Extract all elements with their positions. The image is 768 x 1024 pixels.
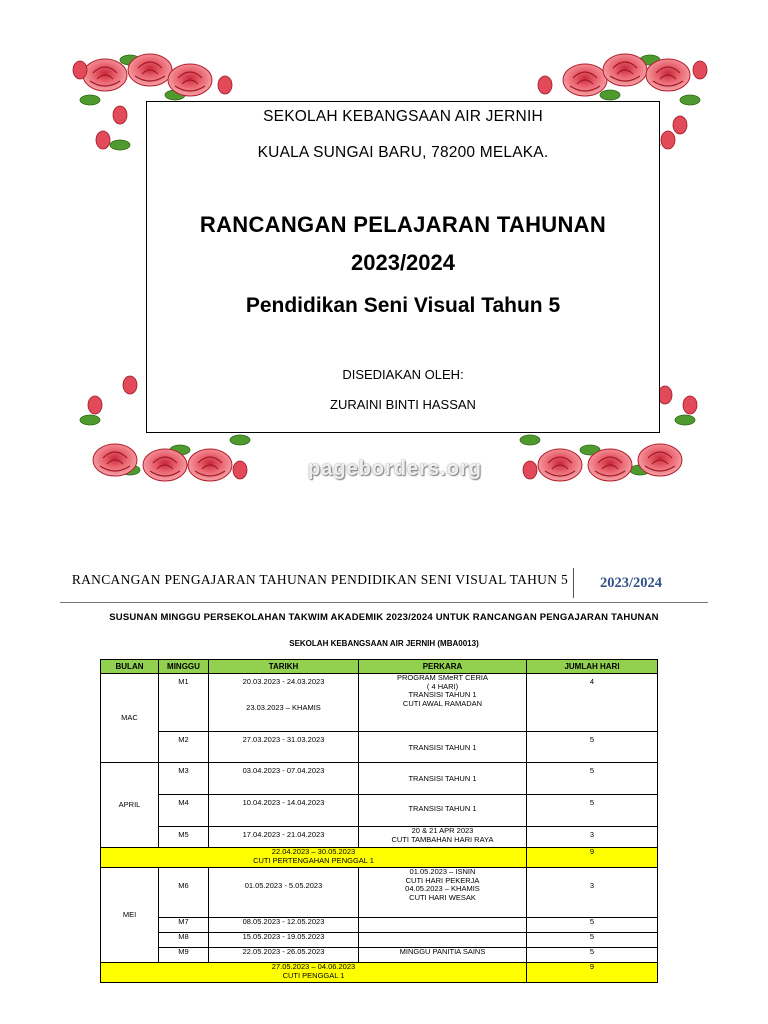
subject-title: Pendidikan Seni Visual Tahun 5 — [245, 294, 561, 317]
page-header — [60, 566, 708, 603]
schedule-table — [100, 659, 658, 983]
header-divider — [573, 568, 574, 598]
date-note: 23.03.2023 – KHAMIS — [246, 702, 321, 712]
holiday-cell — [101, 963, 527, 983]
column-header: BULAN — [101, 660, 159, 674]
event-line: 01.05.2023 – ISNIN — [409, 867, 476, 876]
event-line: ( 4 HARI) — [426, 681, 459, 691]
date-cell: 10.04.2023 - 14.04.2023 — [209, 795, 359, 827]
days-cell: 3 — [527, 868, 658, 918]
date-cell — [209, 674, 359, 732]
table-row — [101, 827, 658, 848]
event-cell: TRANSISI TAHUN 1 — [359, 795, 527, 827]
table-row — [101, 868, 658, 918]
days-cell: 5 — [527, 948, 658, 963]
date-cell: 22.05.2023 - 26.05.2023 — [209, 948, 359, 963]
date-cell: 15.05.2023 - 19.05.2023 — [209, 933, 359, 948]
week-cell: M8 — [159, 933, 209, 948]
document-year: 2023/2024 — [351, 250, 455, 275]
event-line: PROGRAM SMeRT CERIA — [397, 673, 488, 682]
holiday-label: CUTI PENGGAL 1 — [282, 970, 345, 980]
event-cell — [359, 674, 527, 732]
school-code-heading: SEKOLAH KEBANGSAAN AIR JERNIH (MBA0013) — [289, 639, 479, 648]
header-year: 2023/2024 — [599, 575, 662, 591]
event-line: 04.05.2023 – KHAMIS — [405, 884, 480, 893]
days-cell: 5 — [527, 795, 658, 827]
table-header-row — [101, 660, 658, 674]
days-cell: 5 — [527, 763, 658, 795]
date-cell: 01.05.2023 - 5.05.2023 — [209, 868, 359, 918]
column-header: MINGGU — [159, 660, 209, 674]
month-cell: MEI — [101, 868, 159, 963]
holiday-dates: 22.04.2023 – 30.05.2023 — [271, 847, 356, 856]
week-cell: M3 — [159, 763, 209, 795]
week-cell: M5 — [159, 827, 209, 848]
table-row — [101, 674, 658, 732]
week-cell: M1 — [159, 674, 209, 732]
table-row — [101, 763, 658, 795]
column-header: TARIKH — [209, 660, 359, 674]
event-cell: TRANSISI TAHUN 1 — [359, 763, 527, 795]
prepared-by-name: ZURAINI BINTI HASSAN — [330, 397, 476, 412]
days-cell: 5 — [527, 732, 658, 763]
holiday-label: CUTI PERTENGAHAN PENGGAL 1 — [253, 855, 374, 865]
holiday-dates: 27.05.2023 – 04.06.2023 — [271, 962, 356, 971]
holiday-row — [101, 963, 658, 983]
event-line: CUTI HARI WESAK — [409, 892, 476, 902]
days-cell: 4 — [527, 674, 658, 732]
event-cell — [359, 868, 527, 918]
date-cell: 27.03.2023 - 31.03.2023 — [209, 732, 359, 763]
date-cell: 17.04.2023 - 21.04.2023 — [209, 827, 359, 848]
days-cell: 9 — [527, 963, 658, 983]
days-cell: 5 — [527, 918, 658, 933]
event-cell: MINGGU PANITIA SAINS — [359, 948, 527, 963]
table-row — [101, 795, 658, 827]
days-cell: 9 — [527, 848, 658, 868]
event-cell — [359, 918, 527, 933]
header-title: RANCANGAN PENGAJARAN TAHUNAN PENDIDIKAN SENI VISUAL TAHUN 5 — [71, 572, 568, 587]
table-row — [101, 933, 658, 948]
event-line: CUTI AWAL RAMADAN — [402, 698, 483, 708]
column-header: PERKARA — [359, 660, 527, 674]
event-cell — [359, 933, 527, 948]
event-line: CUTI TAMBAHAN HARI RAYA — [391, 834, 494, 844]
week-cell: M7 — [159, 918, 209, 933]
event-cell — [359, 827, 527, 848]
date-cell: 03.04.2023 - 07.04.2023 — [209, 763, 359, 795]
date-cell: 08.05.2023 - 12.05.2023 — [209, 918, 359, 933]
table-row — [101, 918, 658, 933]
days-cell: 5 — [527, 933, 658, 948]
event-line: 20 & 21 APR 2023 — [411, 826, 474, 835]
date-range: 20.03.2023 - 24.03.2023 — [242, 677, 325, 686]
week-cell: M9 — [159, 948, 209, 963]
cover-title-box — [146, 101, 660, 433]
week-cell: M2 — [159, 732, 209, 763]
watermark-text: pageborders.org — [308, 458, 482, 480]
section-heading: SUSUNAN MINGGU PERSEKOLAHAN TAKWIM AKADEMIK 2023/2024 UNTUK RANCANGAN PENGAJARAN TAHUNAN — [109, 612, 659, 623]
table-row — [101, 948, 658, 963]
document-title: RANCANGAN PELAJARAN TAHUNAN — [199, 212, 607, 237]
table-row — [101, 732, 658, 763]
prepared-by-label: DISEDIAKAN OLEH: — [342, 367, 464, 382]
month-cell: APRIL — [101, 763, 159, 848]
school-address: KUALA SUNGAI BARU, 78200 MELAKA. — [257, 144, 549, 161]
week-cell: M6 — [159, 868, 209, 918]
school-name: SEKOLAH KEBANGSAAN AIR JERNIH — [263, 108, 543, 125]
days-cell: 3 — [527, 827, 658, 848]
week-cell: M4 — [159, 795, 209, 827]
month-cell: MAC — [101, 674, 159, 763]
event-cell: TRANSISI TAHUN 1 — [359, 732, 527, 763]
event-line: CUTI HARI PEKERJA — [405, 875, 480, 885]
column-header: JUMLAH HARI — [527, 660, 658, 674]
event-line: TRANSISI TAHUN 1 — [408, 690, 477, 699]
holiday-row — [101, 848, 658, 868]
holiday-cell — [101, 848, 527, 868]
